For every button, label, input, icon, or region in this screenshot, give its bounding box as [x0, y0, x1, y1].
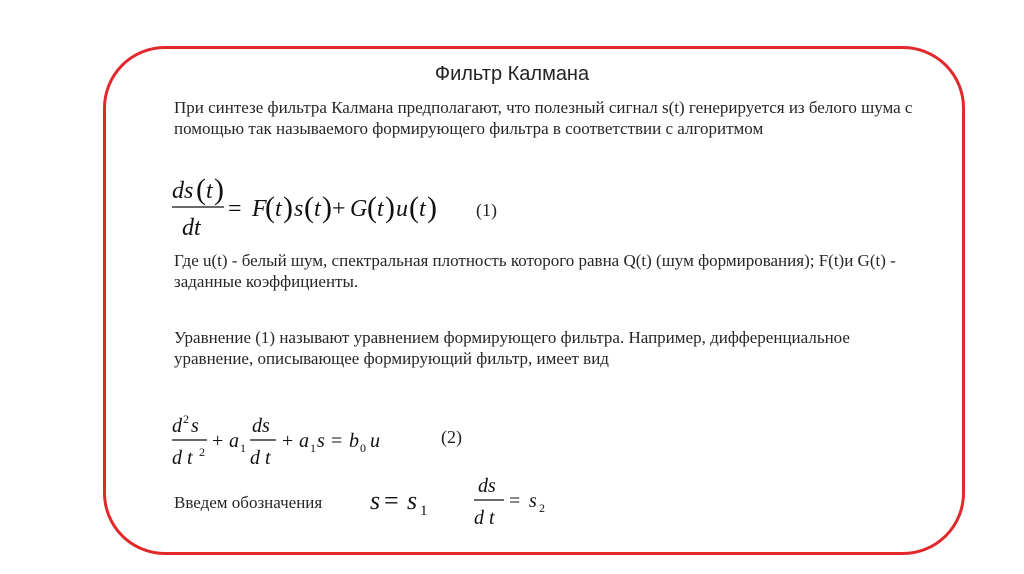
svg-text:d t: d t	[474, 507, 495, 529]
svg-text:1: 1	[240, 441, 246, 455]
equation-2-number: (2)	[441, 427, 462, 447]
svg-text:d t: d t	[250, 447, 271, 469]
svg-text:s: s	[191, 415, 199, 437]
svg-text:1: 1	[310, 441, 316, 455]
svg-text:s: s	[294, 196, 304, 222]
svg-text:=: =	[331, 430, 343, 452]
svg-text:dt: dt	[182, 215, 201, 241]
svg-text:(: (	[367, 191, 377, 224]
svg-text:): )	[322, 191, 332, 224]
svg-text:+: +	[332, 196, 346, 222]
svg-text:u: u	[370, 430, 380, 452]
svg-text:2: 2	[199, 445, 205, 459]
svg-text:2: 2	[539, 501, 545, 515]
svg-text:d t: d t	[172, 447, 193, 469]
svg-text:+: +	[212, 430, 224, 452]
intro-paragraph: При синтезе фильтра Калмана предполагают, что полезный сигнал s(t) генерируется из белого шума с помощью так называемого формирующего фильтра в соответствии с алгоритмом	[174, 98, 913, 138]
svg-text:s: s	[370, 486, 381, 515]
notation-ds-dt-equals-s2	[474, 472, 564, 534]
notation-s-equals-s1	[370, 482, 440, 522]
svg-text:s: s	[529, 490, 537, 512]
equation-1	[172, 172, 462, 242]
equation-1-number: (1)	[476, 200, 497, 220]
svg-text:ds: ds	[252, 415, 270, 437]
svg-text:ds: ds	[478, 475, 496, 497]
svg-text:0: 0	[360, 441, 366, 455]
svg-text:t: t	[377, 196, 384, 222]
svg-text:=: =	[509, 490, 521, 512]
notation-label: Введем обозначения	[174, 493, 323, 512]
svg-text:(: (	[265, 191, 275, 224]
svg-text:(: (	[196, 173, 206, 206]
svg-text:2: 2	[183, 412, 189, 426]
svg-text:(: (	[304, 191, 314, 224]
svg-text:t: t	[206, 178, 213, 204]
svg-text:F: F	[252, 196, 267, 222]
svg-text:a: a	[229, 430, 239, 452]
svg-text:+: +	[282, 430, 294, 452]
svg-text:1: 1	[420, 503, 428, 519]
svg-text:t: t	[275, 196, 282, 222]
svg-text:t: t	[419, 196, 426, 222]
svg-text:): )	[214, 173, 224, 206]
svg-text:(: (	[409, 191, 419, 224]
svg-text:d: d	[172, 415, 182, 437]
svg-text:=: =	[228, 196, 242, 222]
svg-text:): )	[283, 191, 293, 224]
definition-paragraph: Где u(t) - белый шум, спектральная плотность которого равна Q(t) (шум формирования); F(t)и G(t) - заданные коэффициенты.	[174, 251, 896, 291]
slide-title: Фильтр Калмана	[434, 63, 590, 85]
svg-text:): )	[385, 191, 395, 224]
equation-2	[172, 410, 432, 472]
svg-text:s: s	[407, 486, 418, 515]
svg-text:b: b	[349, 430, 359, 452]
svg-text:): )	[427, 191, 437, 224]
svg-text:s: s	[317, 430, 325, 452]
svg-text:a: a	[299, 430, 309, 452]
svg-text:G: G	[350, 196, 368, 222]
svg-text:u: u	[396, 196, 408, 222]
description-paragraph: Уравнение (1) называют уравнением формирующего фильтра. Например, дифференциальное уравнение, описывающее формирующий фильтр, имеет вид	[174, 328, 850, 368]
svg-text:=: =	[384, 486, 399, 515]
svg-text:ds: ds	[172, 178, 194, 204]
svg-text:t: t	[314, 196, 321, 222]
